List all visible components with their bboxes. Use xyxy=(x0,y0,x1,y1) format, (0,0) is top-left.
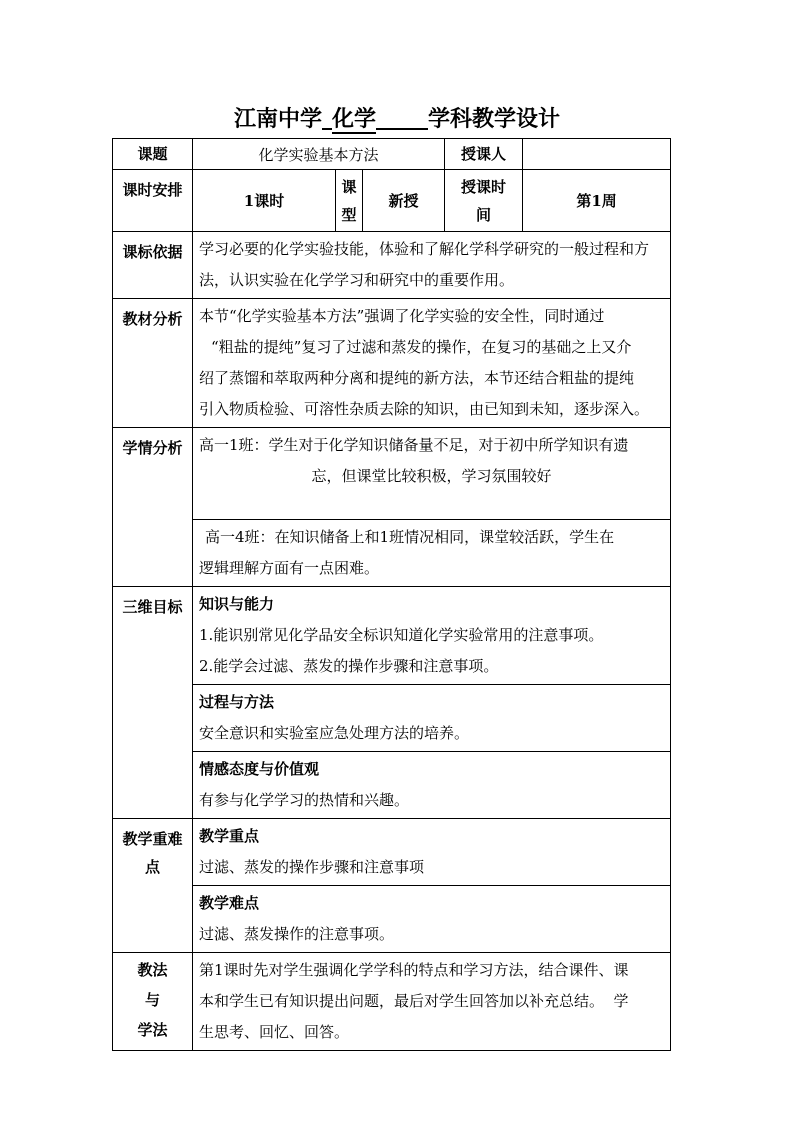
row-key-1 xyxy=(113,819,671,886)
row-goals-1 xyxy=(113,587,671,685)
type-label-line1: 课 xyxy=(341,177,357,196)
material-line4: 引入物质检验、可溶性杂质去除的知识，由已知到未知，逐步深入。 xyxy=(199,400,650,418)
title-blank-1 xyxy=(322,108,332,130)
goal2-text: 安全意识和实验室应急处理方法的培养。 xyxy=(199,724,470,742)
row-goals-3 xyxy=(113,752,671,819)
goals-attitude xyxy=(193,752,671,819)
title-suffix: 学科教学设计 xyxy=(428,106,561,132)
goals-process xyxy=(193,685,671,752)
key-label-line2: 点 xyxy=(144,858,160,876)
method-text xyxy=(193,953,671,1051)
goals-knowledge xyxy=(193,587,671,685)
class4-line1: 高一4班：在知识储备上和1班情况相同，课堂较活跃，学生在 xyxy=(205,528,615,546)
time-label-line2: 间 xyxy=(476,205,492,224)
time-label xyxy=(445,170,523,232)
row-schedule xyxy=(113,170,671,232)
title-blank-2 xyxy=(376,108,428,130)
row-method xyxy=(113,953,671,1051)
topic-value: 化学实验基本方法 xyxy=(193,139,445,170)
goal3-title: 情感态度与价值观 xyxy=(199,760,320,778)
method-label-line3: 学法 xyxy=(137,1021,168,1039)
material-line1: 本节“化学实验基本方法”强调了化学实验的安全性，同时通过 xyxy=(199,307,605,325)
title-school: 江南中学 xyxy=(233,106,322,132)
method-line2: 本和学生已有知识提出问题，最后对学生回答加以补充总结。 学 xyxy=(199,992,629,1010)
students-class4 xyxy=(193,520,671,587)
method-label-line2: 与 xyxy=(144,991,160,1009)
week-value: 第1周 xyxy=(523,170,671,232)
type-label-line2: 型 xyxy=(341,205,357,224)
key-text: 过滤、蒸发的操作步骤和注意事项 xyxy=(199,858,425,876)
teacher-value xyxy=(523,139,671,170)
difficult-title: 教学难点 xyxy=(199,894,260,912)
type-label xyxy=(336,170,363,232)
material-line2: “粗盐的提纯”复习了过滤和蒸发的操作，在复习的基础之上又介 xyxy=(211,338,632,356)
key-points xyxy=(193,819,671,886)
row-key-2 xyxy=(113,886,671,953)
title-subject: 化学 xyxy=(331,106,376,132)
class4-line2: 逻辑理解方面有一点困难。 xyxy=(199,559,380,577)
key-label-line1: 教学重难 xyxy=(122,830,183,848)
row-goals-2 xyxy=(113,685,671,752)
row-students-2 xyxy=(113,520,671,587)
goals-label: 三维目标 xyxy=(113,587,193,819)
goal1-item2: 2.能学会过滤、蒸发的操作步骤和注意事项。 xyxy=(199,657,499,675)
method-line1: 第1课时先对学生强调化学学科的特点和学习方法，结合课件、课 xyxy=(199,961,629,979)
goal1-item1: 1.能识别常见化学品安全标识知道化学实验常用的注意事项。 xyxy=(199,626,604,644)
document-title xyxy=(0,102,794,133)
standard-text: 学习必要的化学实验技能，体验和了解化学科学研究的一般过程和方法，认识实验在化学学习和研究中的重要作用。 xyxy=(193,232,671,299)
key-label xyxy=(113,819,193,953)
difficult-points xyxy=(193,886,671,953)
schedule-label: 课时安排 xyxy=(113,170,193,232)
type-value: 新授 xyxy=(363,170,445,232)
method-label xyxy=(113,953,193,1051)
class1-line2: 忘，但课堂比较积极，学习氛围较好 xyxy=(311,467,552,485)
row-standard xyxy=(113,232,671,299)
topic-label: 课题 xyxy=(113,139,193,170)
teacher-label: 授课人 xyxy=(445,139,523,170)
goal1-title: 知识与能力 xyxy=(199,595,275,613)
material-text xyxy=(193,299,671,428)
method-label-line1: 教法 xyxy=(137,961,168,979)
row-students-1 xyxy=(113,428,671,520)
class1-line1: 高一1班：学生对于化学知识储备量不足，对于初中所学知识有遗 xyxy=(199,436,629,454)
goal2-title: 过程与方法 xyxy=(199,693,275,711)
students-class1 xyxy=(193,428,671,520)
goal3-text: 有参与化学学习的热情和兴趣。 xyxy=(199,791,410,809)
method-line3: 生思考、回忆、回答。 xyxy=(199,1023,350,1041)
row-topic xyxy=(113,139,671,170)
schedule-hours: 1课时 xyxy=(193,170,336,232)
material-line3: 绍了蒸馏和萃取两种分离和提纯的新方法，本节还结合粗盐的提纯 xyxy=(199,369,635,387)
students-label: 学情分析 xyxy=(113,428,193,587)
difficult-text: 过滤、蒸发操作的注意事项。 xyxy=(199,925,395,943)
row-material xyxy=(113,299,671,428)
standard-label: 课标依据 xyxy=(113,232,193,299)
material-label: 教材分析 xyxy=(113,299,193,428)
time-label-line1: 授课时 xyxy=(461,177,507,196)
lesson-plan-table xyxy=(112,138,671,1051)
key-title: 教学重点 xyxy=(199,827,260,845)
